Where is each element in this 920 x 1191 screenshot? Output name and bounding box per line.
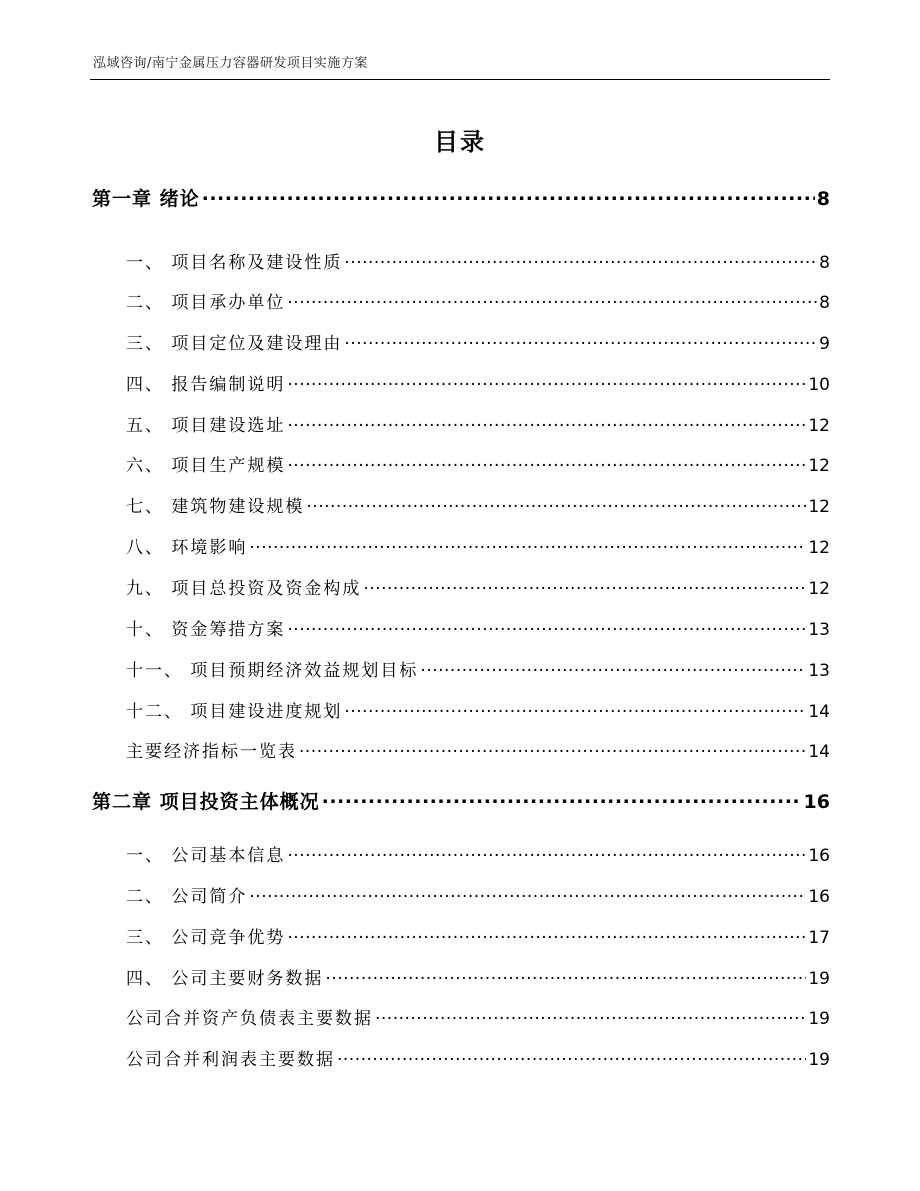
- toc-entry[interactable]: [126, 411, 830, 436]
- toc-entry-chapter-2[interactable]: [92, 787, 830, 814]
- toc-entry[interactable]: [126, 329, 830, 354]
- dot-leader: [287, 844, 806, 861]
- toc-entry[interactable]: [126, 248, 830, 273]
- toc-entry-label: 十一、 项目预期经济效益规划目标: [126, 661, 419, 681]
- dot-leader: [287, 373, 806, 390]
- toc-entry-page: 8: [816, 188, 830, 210]
- toc-entry-label: 三、 公司竞争优势: [126, 928, 286, 948]
- toc-entry-label: 十二、 项目建设进度规划: [126, 702, 343, 722]
- dot-leader: [322, 789, 802, 808]
- toc-entry-page: 12: [808, 497, 830, 517]
- toc-entry[interactable]: [126, 882, 830, 907]
- toc-entry[interactable]: [126, 656, 830, 681]
- toc-entry[interactable]: [126, 923, 830, 948]
- toc-entry[interactable]: [126, 1004, 830, 1029]
- dot-leader: [202, 186, 815, 205]
- toc-entry-page: 13: [808, 661, 830, 681]
- toc-entry-label: 公司合并资产负债表主要数据: [126, 1009, 373, 1029]
- dot-leader: [325, 967, 806, 984]
- toc-entry-label: 第一章 绪论: [92, 188, 200, 210]
- toc-entry-label: 二、 项目承办单位: [126, 293, 286, 313]
- toc-entry-label: 一、 公司基本信息: [126, 846, 286, 866]
- dot-leader: [249, 536, 806, 553]
- toc-entry-page: 8: [819, 293, 830, 313]
- toc-title: 目录: [434, 128, 486, 156]
- toc-entry-page: 16: [808, 887, 830, 907]
- toc-entry-page: 19: [808, 1009, 830, 1029]
- dot-leader: [344, 251, 817, 268]
- toc-entry-chapter-1[interactable]: [92, 184, 830, 211]
- toc-entry-label: 六、 项目生产规模: [126, 456, 286, 476]
- dot-leader: [299, 740, 806, 757]
- toc-entry-label: 第二章 项目投资主体概况: [92, 791, 320, 813]
- toc-entry-page: 16: [803, 791, 830, 813]
- dot-leader: [287, 414, 806, 431]
- toc-entry[interactable]: [126, 288, 830, 313]
- dot-leader: [306, 495, 806, 512]
- toc-entry[interactable]: [126, 574, 830, 599]
- toc-entry-label: 四、 公司主要财务数据: [126, 969, 324, 989]
- toc-entry[interactable]: [126, 370, 830, 395]
- toc-entry-page: 12: [808, 579, 830, 599]
- toc-entry-page: 19: [808, 1050, 830, 1070]
- toc-entry-label: 主要经济指标一览表: [126, 742, 297, 762]
- toc-entry-page: 12: [808, 538, 830, 558]
- dot-leader: [287, 454, 806, 471]
- toc-entry[interactable]: [126, 492, 830, 517]
- dot-leader: [375, 1007, 806, 1024]
- dot-leader: [344, 332, 817, 349]
- toc-entry[interactable]: [126, 533, 830, 558]
- dot-leader: [287, 291, 817, 308]
- toc-entry[interactable]: [126, 737, 830, 762]
- toc-entry-label: 七、 建筑物建设规模: [126, 497, 305, 517]
- toc-entry[interactable]: [126, 615, 830, 640]
- toc-entry[interactable]: [126, 841, 830, 866]
- toc-entry-label: 一、 项目名称及建设性质: [126, 253, 343, 273]
- toc-entry-label: 四、 报告编制说明: [126, 375, 286, 395]
- dot-leader: [420, 659, 806, 676]
- toc-entry-page: 14: [808, 742, 830, 762]
- dot-leader: [287, 926, 806, 943]
- toc-entry-page: 12: [808, 416, 830, 436]
- dot-leader: [344, 700, 806, 717]
- dot-leader: [337, 1048, 806, 1065]
- toc-entry-page: 16: [808, 846, 830, 866]
- toc-entry-label: 三、 项目定位及建设理由: [126, 334, 343, 354]
- toc-entry-label: 公司合并利润表主要数据: [126, 1050, 335, 1070]
- toc-entry-label: 五、 项目建设选址: [126, 416, 286, 436]
- dot-leader: [249, 885, 806, 902]
- running-header: 泓域咨询/南宁金属压力容器研发项目实施方案: [93, 56, 368, 71]
- toc-entry-label: 十、 资金筹措方案: [126, 620, 286, 640]
- toc-entry-page: 19: [808, 969, 830, 989]
- toc-entry-label: 八、 环境影响: [126, 538, 248, 558]
- toc-entry-page: 14: [808, 702, 830, 722]
- toc-entry[interactable]: [126, 451, 830, 476]
- header-divider: [90, 79, 830, 80]
- toc-entry[interactable]: [126, 697, 830, 722]
- toc-entry-label: 二、 公司简介: [126, 887, 248, 907]
- toc-entry-page: 9: [819, 334, 830, 354]
- toc-entry[interactable]: [126, 1045, 830, 1070]
- toc-entry[interactable]: [126, 964, 830, 989]
- toc-entry-page: 13: [808, 620, 830, 640]
- dot-leader: [287, 618, 806, 635]
- toc-entry-page: 12: [808, 456, 830, 476]
- toc-entry-page: 17: [808, 928, 830, 948]
- dot-leader: [363, 577, 806, 594]
- toc-entry-page: 10: [808, 375, 830, 395]
- toc-entry-label: 九、 项目总投资及资金构成: [126, 579, 362, 599]
- toc-entry-page: 8: [819, 253, 830, 273]
